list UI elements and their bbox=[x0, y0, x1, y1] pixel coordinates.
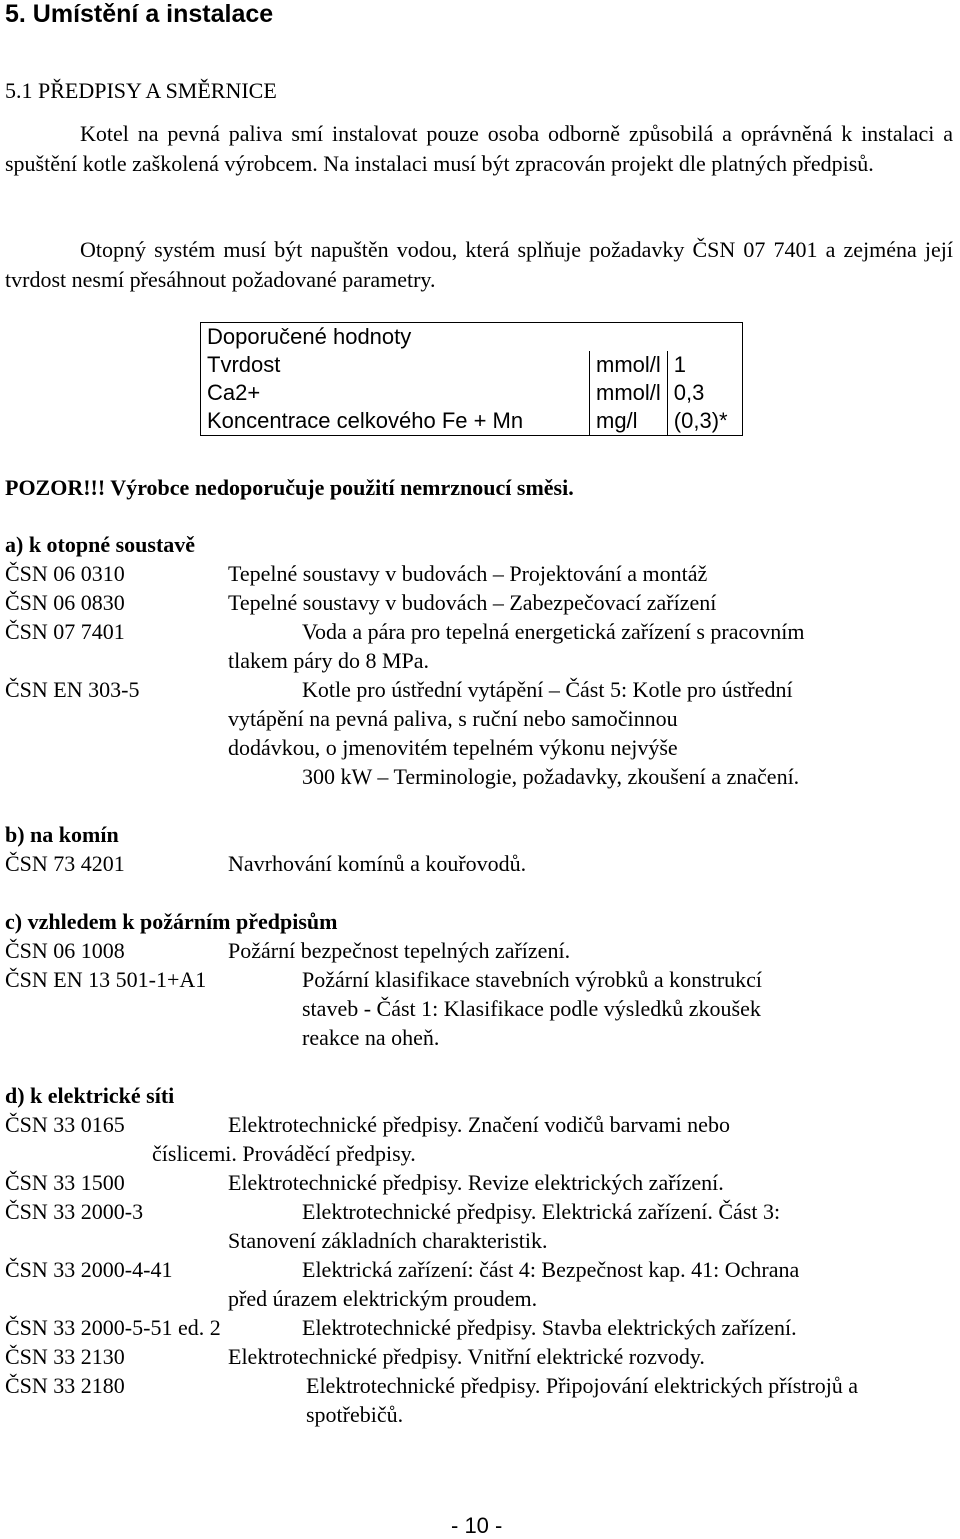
table-row bbox=[201, 407, 743, 436]
standard-code: ČSN 73 4201 bbox=[5, 851, 125, 876]
paragraph-water-quality: Otopný systém musí být napuštěn vodou, která splňuje požadavky ČSN 07 7401 a zejména její tvrdost nesmí přesáhnout požadované parametry. bbox=[5, 237, 953, 292]
standard-description: Elektrotechnické předpisy. Revize elektrických zařízení. bbox=[228, 1170, 724, 1195]
standard-description: Kotle pro ústřední vytápění – Část 5: Kotle pro ústřední bbox=[302, 677, 793, 702]
standard-description: Požární klasifikace stavebních výrobků a konstrukcí bbox=[302, 967, 763, 992]
standard-description: Elektrotechnické předpisy. Připojování elektrických přístrojů a bbox=[306, 1373, 859, 1398]
standard-code: ČSN 33 2130 bbox=[5, 1344, 125, 1369]
table-header: Doporučené hodnoty bbox=[201, 323, 743, 352]
standard-description: Voda a pára pro tepelná energetická zařízení s pracovním bbox=[302, 619, 805, 644]
table-cell-parameter: Ca2+ bbox=[201, 379, 590, 407]
standard-description: Požární bezpečnost tepelných zařízení. bbox=[228, 938, 571, 963]
table-cell-unit: mmol/l bbox=[590, 351, 668, 379]
standard-code: ČSN 06 0830 bbox=[5, 590, 125, 615]
standard-description: Elektrická zařízení: část 4: Bezpečnost kap. 41: Ochrana bbox=[302, 1257, 800, 1282]
standard-description: Elektrotechnické předpisy. Stavba elektrických zařízení. bbox=[302, 1315, 797, 1340]
standard-description: Elektrotechnické předpisy. Vnitřní elektrické rozvody. bbox=[228, 1344, 705, 1369]
section-heading-fire: c) vzhledem k požárním předpisům bbox=[5, 909, 338, 934]
table-cell-parameter: Tvrdost bbox=[201, 351, 590, 379]
standard-code: ČSN 33 1500 bbox=[5, 1170, 125, 1195]
table-cell-unit: mmol/l bbox=[590, 379, 668, 407]
subsection-title: 5.1 PŘEDPISY A SMĚRNICE bbox=[5, 78, 277, 103]
standard-code: ČSN EN 303-5 bbox=[5, 677, 140, 702]
standard-description: staveb - Část 1: Klasifikace podle výsledků zkoušek bbox=[302, 996, 761, 1021]
standard-description: před úrazem elektrickým proudem. bbox=[228, 1286, 538, 1311]
standard-code: ČSN 33 2000-5-51 ed. 2 bbox=[5, 1315, 221, 1340]
page-number: - 10 - bbox=[451, 1513, 503, 1538]
standard-description: spotřebičů. bbox=[306, 1402, 404, 1427]
standard-description: 300 kW – Terminologie, požadavky, zkoušení a značení. bbox=[302, 764, 800, 789]
table-row bbox=[201, 379, 743, 407]
standard-code: ČSN 07 7401 bbox=[5, 619, 125, 644]
standard-description: dodávkou, o jmenovitém tepelném výkonu nejvýše bbox=[228, 735, 678, 760]
section-title: 5. Umístění a instalace bbox=[5, 0, 274, 28]
standard-code: ČSN EN 13 501-1+A1 bbox=[5, 967, 207, 992]
table-row bbox=[201, 351, 743, 379]
section-heading-heating: a) k otopné soustavě bbox=[5, 532, 196, 557]
standard-code: ČSN 06 1008 bbox=[5, 938, 125, 963]
standard-description: tlakem páry do 8 MPa. bbox=[228, 648, 430, 673]
standard-description: číslicemi. Prováděcí předpisy. bbox=[152, 1141, 416, 1166]
standard-description: vytápění na pevná paliva, s ruční nebo samočinnou bbox=[228, 706, 678, 731]
standard-description: Navrhování komínů a kouřovodů. bbox=[228, 851, 527, 876]
table-cell-value: (0,3)* bbox=[667, 407, 742, 436]
standard-code: ČSN 06 0310 bbox=[5, 561, 125, 586]
standard-code: ČSN 33 2000-4-41 bbox=[5, 1257, 173, 1282]
table-cell-unit: mg/l bbox=[590, 407, 668, 436]
standard-description: Stanovení základních charakteristik. bbox=[228, 1228, 548, 1253]
standard-code: ČSN 33 2000-3 bbox=[5, 1199, 144, 1224]
section-heading-electrical: d) k elektrické síti bbox=[5, 1083, 175, 1108]
table-cell-parameter: Koncentrace celkového Fe + Mn bbox=[201, 407, 590, 436]
standard-code: ČSN 33 0165 bbox=[5, 1112, 125, 1137]
standard-code: ČSN 33 2180 bbox=[5, 1373, 125, 1398]
warning-text: POZOR!!! Výrobce nedoporučuje použití nemrznoucí směsi. bbox=[5, 475, 574, 500]
standard-description: Tepelné soustavy v budovách – Zabezpečovací zařízení bbox=[228, 590, 717, 615]
standard-description: Elektrotechnické předpisy. Elektrická zařízení. Část 3: bbox=[302, 1199, 781, 1224]
standard-description: reakce na oheň. bbox=[302, 1025, 440, 1050]
standard-description: Tepelné soustavy v budovách – Projektování a montáž bbox=[228, 561, 708, 586]
table-cell-value: 1 bbox=[667, 351, 742, 379]
standard-description: Elektrotechnické předpisy. Značení vodičů barvami nebo bbox=[228, 1112, 730, 1137]
table-cell-value: 0,3 bbox=[667, 379, 742, 407]
paragraph-installation: Kotel na pevná paliva smí instalovat pouze osoba odborně způsobilá a oprávněná k instalaci a spuštění kotle zaškolená výrobcem. Na instalaci musí být zpracován projekt dle platných předpisů. bbox=[5, 121, 953, 176]
section-heading-chimney: b) na komín bbox=[5, 822, 119, 847]
recommended-values-table bbox=[200, 322, 743, 436]
